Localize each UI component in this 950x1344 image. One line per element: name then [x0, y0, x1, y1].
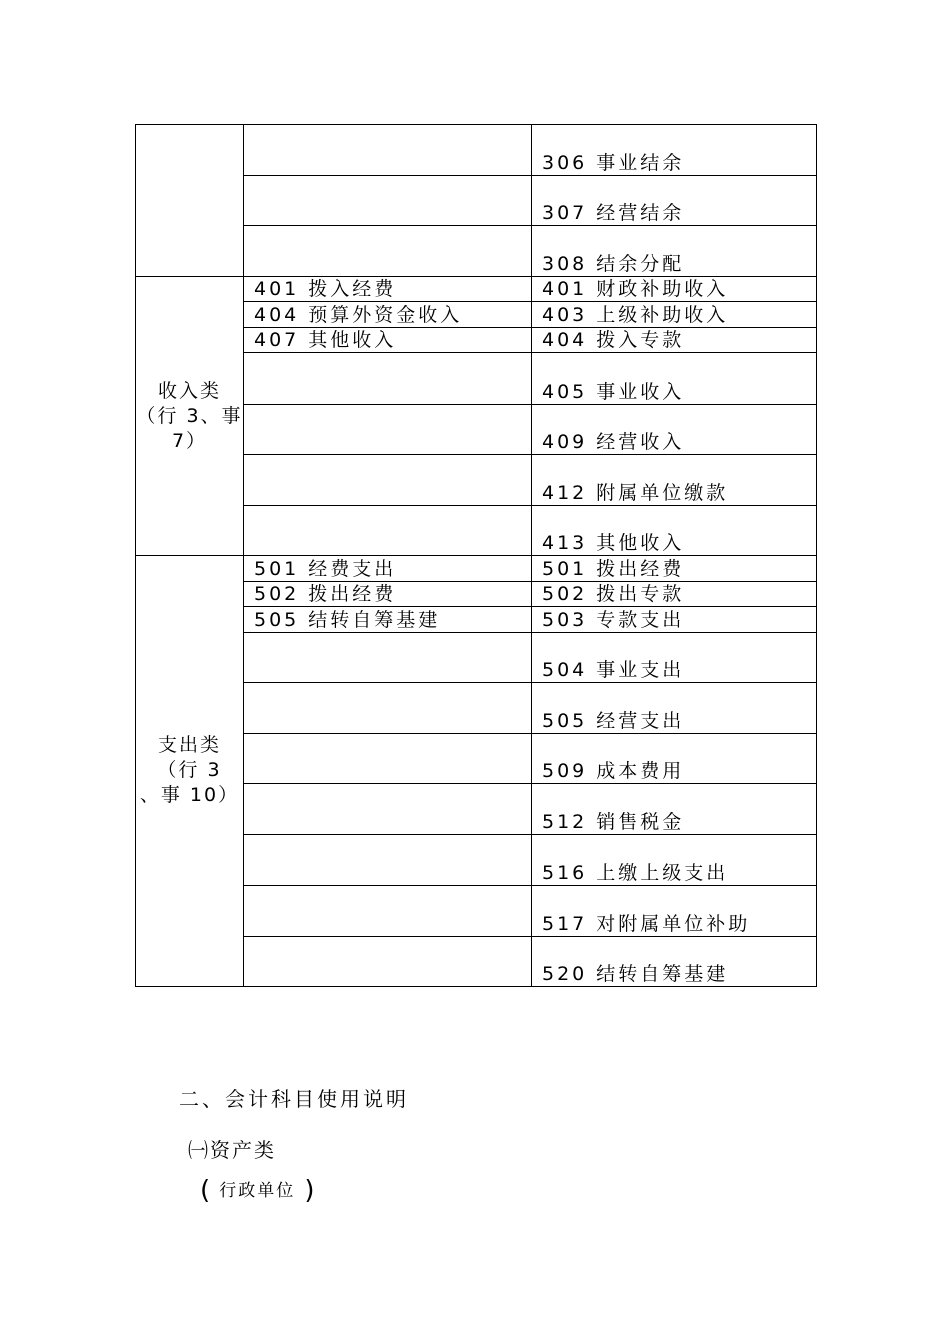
institution-account-cell: 413 其他收入 [532, 505, 817, 555]
institution-account-cell: 505 经营支出 [532, 683, 817, 734]
institution-account-cell: 509 成本费用 [532, 734, 817, 784]
category-label: 收入类 [157, 379, 221, 402]
institution-account-cell: 516 上缴上级支出 [532, 835, 817, 885]
admin-account-cell [244, 683, 532, 734]
institution-account-cell: 512 销售税金 [532, 784, 817, 835]
open-paren: ( [200, 1175, 211, 1206]
institution-account-cell: 520 结转自筹基建 [532, 936, 817, 986]
category-note: （行 3、事 [136, 404, 243, 427]
table-row [136, 125, 817, 176]
institution-account-cell: 501 拨出经费 [532, 555, 817, 581]
admin-account-cell: 502 拨出经费 [244, 581, 532, 606]
institution-account-cell: 306 事业结余 [532, 125, 817, 176]
admin-account-cell [244, 784, 532, 835]
institution-account-cell: 517 对附属单位补助 [532, 885, 817, 936]
admin-account-cell [244, 353, 532, 404]
admin-account-cell [244, 734, 532, 784]
admin-account-cell [244, 936, 532, 986]
table-row [136, 277, 817, 302]
admin-account-cell: 407 其他收入 [244, 328, 532, 353]
unit-note [200, 1175, 315, 1206]
institution-account-cell: 502 拨出专款 [532, 581, 817, 606]
admin-account-cell: 401 拨入经费 [244, 277, 532, 302]
category-cell-expense [136, 555, 244, 986]
institution-account-cell: 401 财政补助收入 [532, 277, 817, 302]
institution-account-cell: 409 经营收入 [532, 404, 817, 454]
table-row [136, 555, 817, 581]
category-cell-income [136, 277, 244, 556]
admin-account-cell [244, 633, 532, 683]
institution-account-cell: 412 附属单位缴款 [532, 454, 817, 505]
admin-account-cell [244, 125, 532, 176]
admin-account-cell: 505 结转自筹基建 [244, 607, 532, 633]
institution-account-cell: 504 事业支出 [532, 633, 817, 683]
admin-account-cell [244, 505, 532, 555]
section-heading: 二、会计科目使用说明 [179, 1087, 409, 1111]
institution-account-cell: 308 结余分配 [532, 226, 817, 277]
admin-account-cell [244, 176, 532, 226]
admin-account-cell [244, 835, 532, 885]
category-note: 、事 10） [139, 784, 240, 807]
category-note: 7） [171, 429, 208, 452]
admin-account-cell [244, 454, 532, 505]
admin-account-cell [244, 226, 532, 277]
institution-account-cell: 503 专款支出 [532, 607, 817, 633]
unit-note-text: 行政单位 [219, 1180, 296, 1201]
subsection-heading: ㈠资产类 [188, 1138, 276, 1162]
accounts-table [135, 124, 817, 987]
close-paren: ) [304, 1175, 315, 1206]
institution-account-cell: 404 拨入专款 [532, 328, 817, 353]
admin-account-cell [244, 885, 532, 936]
admin-account-cell: 404 预算外资金收入 [244, 302, 532, 328]
category-note: （行 3 [157, 759, 222, 782]
institution-account-cell: 307 经营结余 [532, 176, 817, 226]
admin-account-cell [244, 404, 532, 454]
institution-account-cell: 403 上级补助收入 [532, 302, 817, 328]
category-label: 支出类 [157, 734, 221, 757]
institution-account-cell: 405 事业收入 [532, 353, 817, 404]
category-cell-balance [136, 125, 244, 277]
admin-account-cell: 501 经费支出 [244, 555, 532, 581]
